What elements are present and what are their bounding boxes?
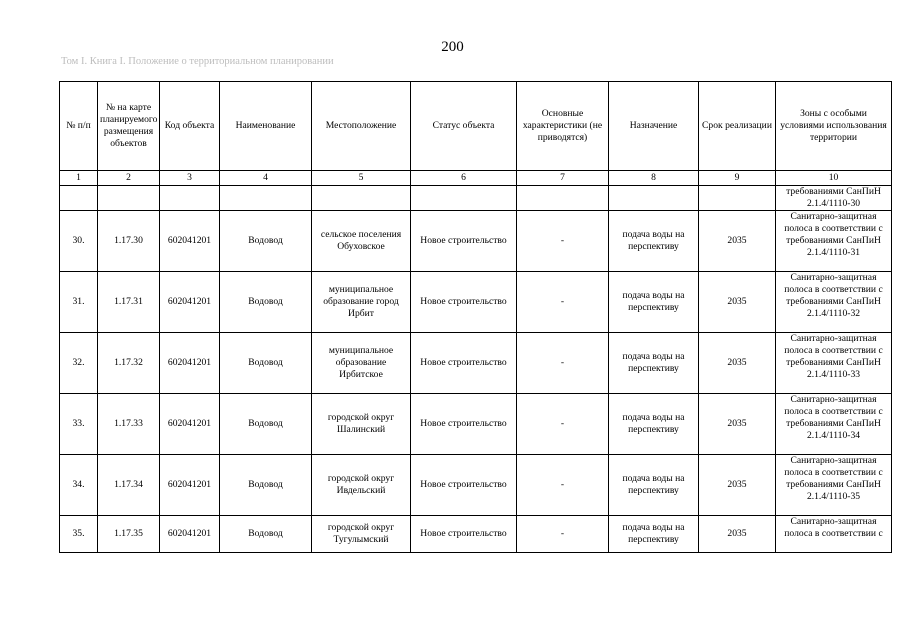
table-row — [60, 454, 892, 515]
header-cell: Статус объекта — [411, 82, 517, 171]
implementation-term: 2035 — [699, 332, 776, 393]
object-name: Водовод — [220, 332, 312, 393]
object-status: Новое строительство — [411, 454, 517, 515]
object-location: городской округ Шалинский — [312, 393, 411, 454]
header-cell: Назначение — [609, 82, 699, 171]
table-cell — [699, 186, 776, 211]
object-name: Водовод — [220, 515, 312, 552]
object-purpose: подача воды на перспективу — [609, 332, 699, 393]
table-cell — [517, 186, 609, 211]
row-number: 32. — [60, 332, 98, 393]
table-cell — [60, 186, 98, 211]
object-status: Новое строительство — [411, 210, 517, 271]
object-location: городской округ Ивдельский — [312, 454, 411, 515]
column-number: 5 — [312, 171, 411, 186]
implementation-term: 2035 — [699, 454, 776, 515]
page-number: 200 — [441, 39, 464, 55]
header-cell: Местоположение — [312, 82, 411, 171]
row-number: 30. — [60, 210, 98, 271]
row-number: 35. — [60, 515, 98, 552]
header-cell: № на карте планируемого размещения объектов — [98, 82, 160, 171]
table-cell — [98, 186, 160, 211]
implementation-term: 2035 — [699, 393, 776, 454]
column-number: 7 — [517, 171, 609, 186]
zone-cell: Санитарно-защитная полоса в соответствии с — [776, 515, 892, 552]
row-number: 34. — [60, 454, 98, 515]
table-cell — [411, 186, 517, 211]
object-status: Новое строительство — [411, 271, 517, 332]
column-number: 8 — [609, 171, 699, 186]
object-name: Водовод — [220, 393, 312, 454]
object-characteristics: - — [517, 515, 609, 552]
document-header: Том I. Книга I. Положение о территориальном планировании — [61, 56, 334, 67]
zone-cell: Санитарно-защитная полоса в соответствии с требованиями СанПиН 2.1.4/1110-31 — [776, 210, 892, 271]
object-status: Новое строительство — [411, 393, 517, 454]
zone-cell: Санитарно-защитная полоса в соответствии с требованиями СанПиН 2.1.4/1110-35 — [776, 454, 892, 515]
header-cell: Срок реализации — [699, 82, 776, 171]
object-code: 602041201 — [160, 332, 220, 393]
object-purpose: подача воды на перспективу — [609, 454, 699, 515]
object-purpose: подача воды на перспективу — [609, 515, 699, 552]
data-table — [59, 81, 892, 553]
object-purpose: подача воды на перспективу — [609, 210, 699, 271]
map-number: 1.17.33 — [98, 393, 160, 454]
zone-cell: Санитарно-защитная полоса в соответствии с требованиями СанПиН 2.1.4/1110-34 — [776, 393, 892, 454]
map-number: 1.17.34 — [98, 454, 160, 515]
object-code: 602041201 — [160, 210, 220, 271]
row-number: 31. — [60, 271, 98, 332]
table-cell — [220, 186, 312, 211]
map-number: 1.17.30 — [98, 210, 160, 271]
column-number-row — [60, 171, 892, 186]
header-row — [60, 82, 892, 171]
object-code: 602041201 — [160, 271, 220, 332]
column-number: 10 — [776, 171, 892, 186]
object-name: Водовод — [220, 210, 312, 271]
table-cell — [609, 186, 699, 211]
object-purpose: подача воды на перспективу — [609, 393, 699, 454]
object-location: муниципальное образование город Ирбит — [312, 271, 411, 332]
object-location: муниципальное образование Ирбитское — [312, 332, 411, 393]
zone-cell: Санитарно-защитная полоса в соответствии с требованиями СанПиН 2.1.4/1110-32 — [776, 271, 892, 332]
header-cell: № п/п — [60, 82, 98, 171]
column-number: 2 — [98, 171, 160, 186]
object-purpose: подача воды на перспективу — [609, 271, 699, 332]
table-row — [60, 393, 892, 454]
object-characteristics: - — [517, 271, 609, 332]
object-characteristics: - — [517, 332, 609, 393]
implementation-term: 2035 — [699, 271, 776, 332]
column-number: 3 — [160, 171, 220, 186]
object-status: Новое строительство — [411, 515, 517, 552]
object-code: 602041201 — [160, 454, 220, 515]
object-code: 602041201 — [160, 393, 220, 454]
column-number: 6 — [411, 171, 517, 186]
map-number: 1.17.32 — [98, 332, 160, 393]
object-code: 602041201 — [160, 515, 220, 552]
object-location: городской округ Тугулымский — [312, 515, 411, 552]
column-number: 9 — [699, 171, 776, 186]
object-location: сельское поселения Обуховское — [312, 210, 411, 271]
row-number: 33. — [60, 393, 98, 454]
table-row — [60, 271, 892, 332]
object-characteristics: - — [517, 210, 609, 271]
table-cell — [160, 186, 220, 211]
column-number: 1 — [60, 171, 98, 186]
object-name: Водовод — [220, 271, 312, 332]
object-characteristics: - — [517, 393, 609, 454]
implementation-term: 2035 — [699, 210, 776, 271]
table-cell — [312, 186, 411, 211]
table-row — [60, 332, 892, 393]
column-number: 4 — [220, 171, 312, 186]
object-status: Новое строительство — [411, 332, 517, 393]
continuation-row — [60, 186, 892, 211]
header-cell: Основные характеристики (не приводятся) — [517, 82, 609, 171]
implementation-term: 2035 — [699, 515, 776, 552]
header-cell: Код объекта — [160, 82, 220, 171]
table-row — [60, 515, 892, 552]
zone-cell: Санитарно-защитная полоса в соответствии с требованиями СанПиН 2.1.4/1110-33 — [776, 332, 892, 393]
header-cell: Зоны с особыми условиями использования территории — [776, 82, 892, 171]
map-number: 1.17.35 — [98, 515, 160, 552]
object-characteristics: - — [517, 454, 609, 515]
object-name: Водовод — [220, 454, 312, 515]
table-row — [60, 210, 892, 271]
zone-cell: требованиями СанПиН 2.1.4/1110-30 — [776, 186, 892, 211]
header-cell: Наименование — [220, 82, 312, 171]
map-number: 1.17.31 — [98, 271, 160, 332]
